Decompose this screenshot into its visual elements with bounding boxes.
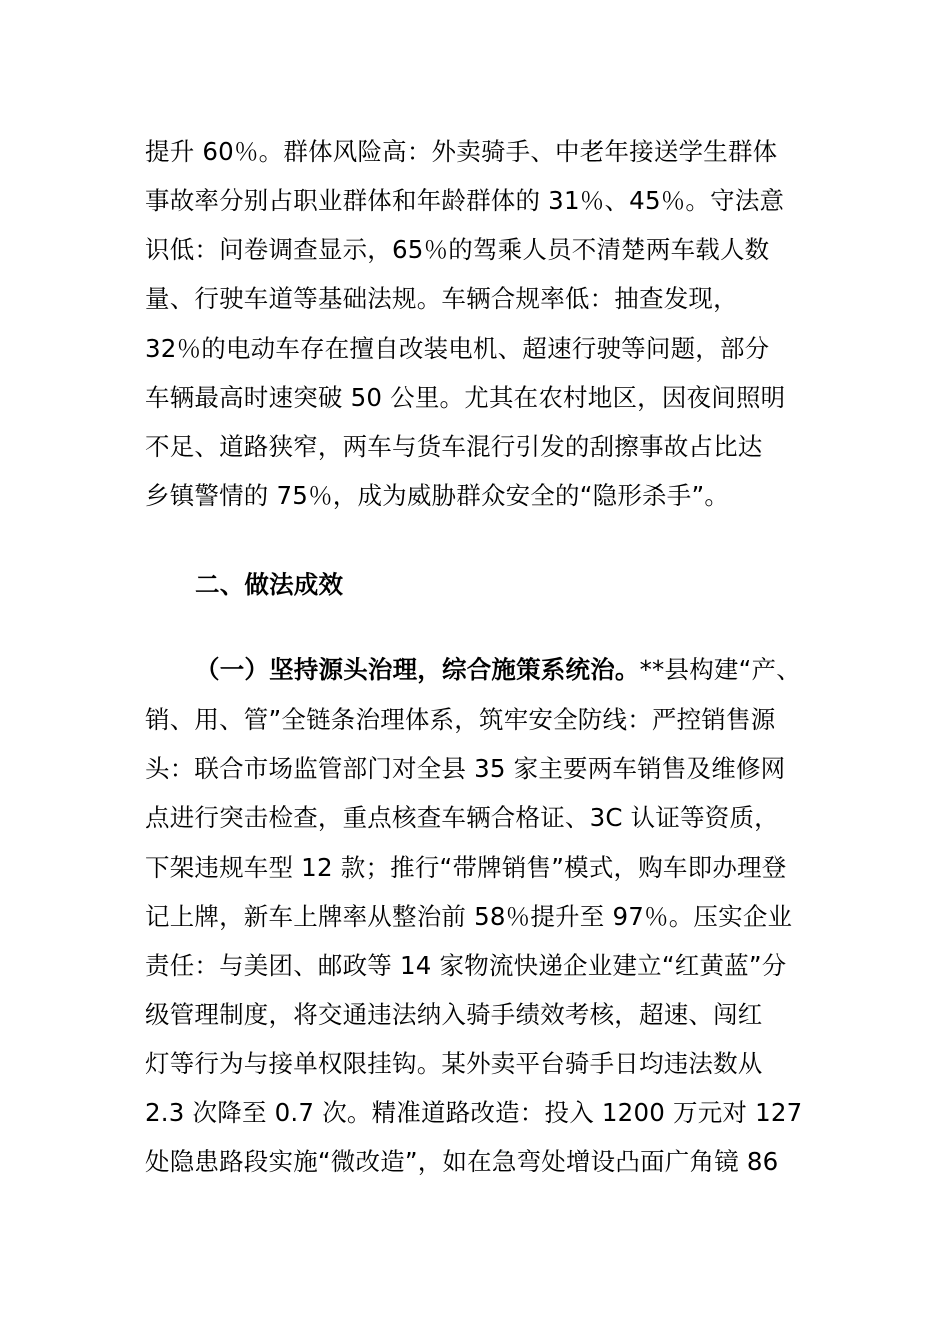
paragraph-line: 下架违规车型 12 款；推行“带牌销售”模式，购车即办理登: [145, 853, 787, 882]
paragraph-line: 识低：问卷调查显示，65％的驾乘人员不清楚两车载人数: [145, 235, 770, 264]
paragraph-line: 32％的电动车存在擅自改装电机、超速行驶等问题，部分: [145, 334, 770, 363]
section-heading: 二、做法成效: [195, 570, 344, 599]
paragraph-line: 车辆最高时速突破 50 公里。尤其在农村地区，因夜间照明: [145, 383, 786, 412]
paragraph-line: 头：联合市场监管部门对全县 35 家主要两车销售及维修网: [145, 754, 786, 783]
paragraph-line: 记上牌，新车上牌率从整治前 58％提升至 97％。压实企业: [145, 902, 793, 931]
paragraph-line: 责任：与美团、邮政等 14 家物流快递企业建立“红黄蓝”分: [145, 951, 787, 980]
subsection-heading: （一）坚持源头治理，综合施策系统治。: [195, 655, 640, 684]
paragraph-line: 灯等行为与接单权限挂钩。某外卖平台骑手日均违法数从: [145, 1049, 763, 1078]
paragraph-line: 2.3 次降至 0.7 次。精准道路改造：投入 1200 万元对 127: [145, 1098, 803, 1127]
paragraph-line: 提升 60％。群体风险高：外卖骑手、中老年接送学生群体: [145, 137, 778, 166]
subsection-first-line-text: **县构建“产、: [639, 655, 801, 684]
paragraph-line: 不足、道路狭窄，两车与货车混行引发的刮擦事故占比达: [145, 432, 763, 461]
paragraph-line: 级管理制度，将交通违法纳入骑手绩效考核，超速、闯红: [145, 1000, 763, 1029]
paragraph-line: 点进行突击检查，重点核查车辆合格证、3C 认证等资质，: [145, 803, 779, 832]
paragraph-line: 处隐患路段实施“微改造”，如在急弯处增设凸面广角镜 86: [145, 1147, 779, 1176]
paragraph-line: 事故率分别占职业群体和年龄群体的 31％、45％。守法意: [145, 186, 785, 215]
paragraph-line: 销、用、管”全链条治理体系，筑牢安全防线：严控销售源: [145, 705, 776, 734]
paragraph-line: 乡镇警情的 75％，成为威胁群众安全的“隐形杀手”。: [145, 481, 730, 510]
paragraph-line: 量、行驶车道等基础法规。车辆合规率低：抽查发现，: [145, 284, 738, 313]
subsection-first-line: [195, 645, 801, 695]
